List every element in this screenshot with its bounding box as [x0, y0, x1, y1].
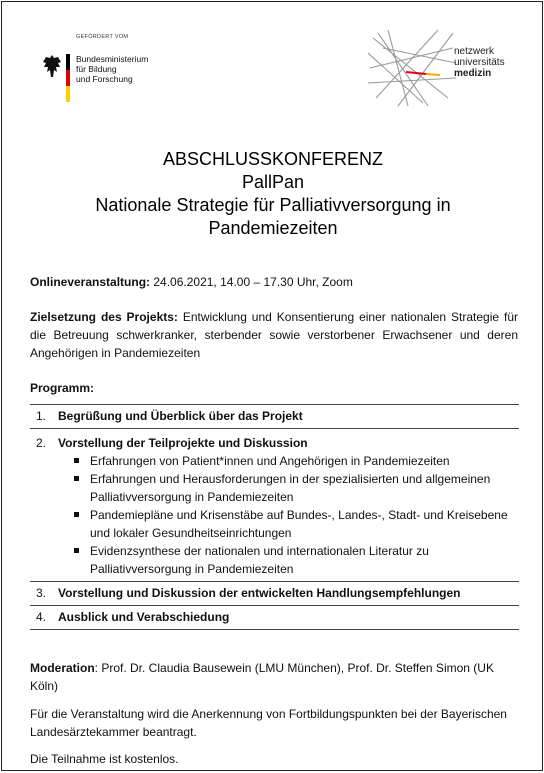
program-item: 2. Vorstellung der Teilprojekte und Diskussion Erfahrungen von Patient*innen und Angehörigen in Pandemiezeiten Erfahrungen und Herausforderungen in der spezialisierten und allgemeinen Palliativversorgung in Pandemiezeiten Pandemiepläne und Krisenstäbe auf Bundes-, Landes-, Stadt- und Kreisebene und lokaler Gesundheitseinrichtungen Evidenzsynthese der nationalen und internationalen Literatur zu Palliativversorgung in Pandemiezeiten — [30, 428, 519, 581]
document-page — [1, 1, 543, 771]
flag-red — [66, 70, 70, 86]
title-strategy: Nationale Strategie für Palliativversorgung in — [95, 195, 451, 215]
title-conference: ABSCHLUSSKONFERENZ — [162, 149, 384, 169]
flag-black — [66, 54, 70, 70]
program-list — [30, 404, 519, 630]
num-logo — [368, 28, 518, 108]
title-block — [2, 148, 544, 240]
event-info: Onlineveranstaltung: 24.06.2021, 14.00 – 17.30 Uhr, Zoom — [30, 275, 353, 289]
network-lines-icon — [368, 28, 458, 108]
sub-item: Evidenzsynthese der nationalen und internationalen Literatur zu Palliativversorgung in Pandemiezeiten — [74, 542, 519, 578]
title-project: PallPan — [241, 172, 305, 192]
sub-item: Erfahrungen und Herausforderungen in der spezialisierten und allgemeinen Palliativversorgung in Pandemiezeiten — [74, 470, 519, 506]
subitem-list — [36, 452, 519, 578]
program-heading: Programm: — [30, 381, 95, 395]
program-item: 4. Ausblick und Verabschiedung — [30, 605, 519, 630]
bmbf-logo — [40, 32, 170, 106]
num-logo-text: netzwerk universitäts medizin — [454, 46, 505, 79]
sub-item: Pandemiepläne und Krisenstäbe auf Bundes-, Landes-, Stadt- und Kreisebene und lokaler Gesundheitseinrichtungen — [74, 506, 519, 542]
program-item: 1. Begrüßung und Überblick über das Projekt — [30, 404, 519, 428]
german-flag-bar — [66, 54, 70, 102]
title-strategy-cont: Pandemiezeiten — [208, 218, 338, 238]
ministry-name: Bundesministerium für Bildung und Forschung — [76, 54, 149, 84]
eagle-icon — [42, 54, 62, 78]
fee-note: Die Teilnahme ist kostenlos. — [30, 752, 179, 766]
program-item: 3. Vorstellung und Diskussion der entwickelten Handlungsempfehlungen — [30, 581, 519, 605]
project-goal: Zielsetzung des Projekts: Entwicklung und Konsentierung einer nationalen Strategie für die Betreuung schwerkranker, sterbender sowie verstorbener Erwachsener und deren Angehörigen in Pandemiezeiten — [30, 310, 518, 360]
flag-gold — [66, 86, 70, 102]
sub-item: Erfahrungen von Patient*innen und Angehörigen in Pandemiezeiten — [74, 452, 519, 470]
credits-note: Für die Veranstaltung wird die Anerkennung von Fortbildungspunkten bei der Bayerischen Landesärztekammer beantragt. — [30, 707, 507, 739]
moderation-info: Moderation: Prof. Dr. Claudia Bausewein (LMU München), Prof. Dr. Steffen Simon (UK Köln) — [30, 661, 494, 693]
funded-by-label: GEFÖRDERT VOM — [76, 34, 129, 40]
